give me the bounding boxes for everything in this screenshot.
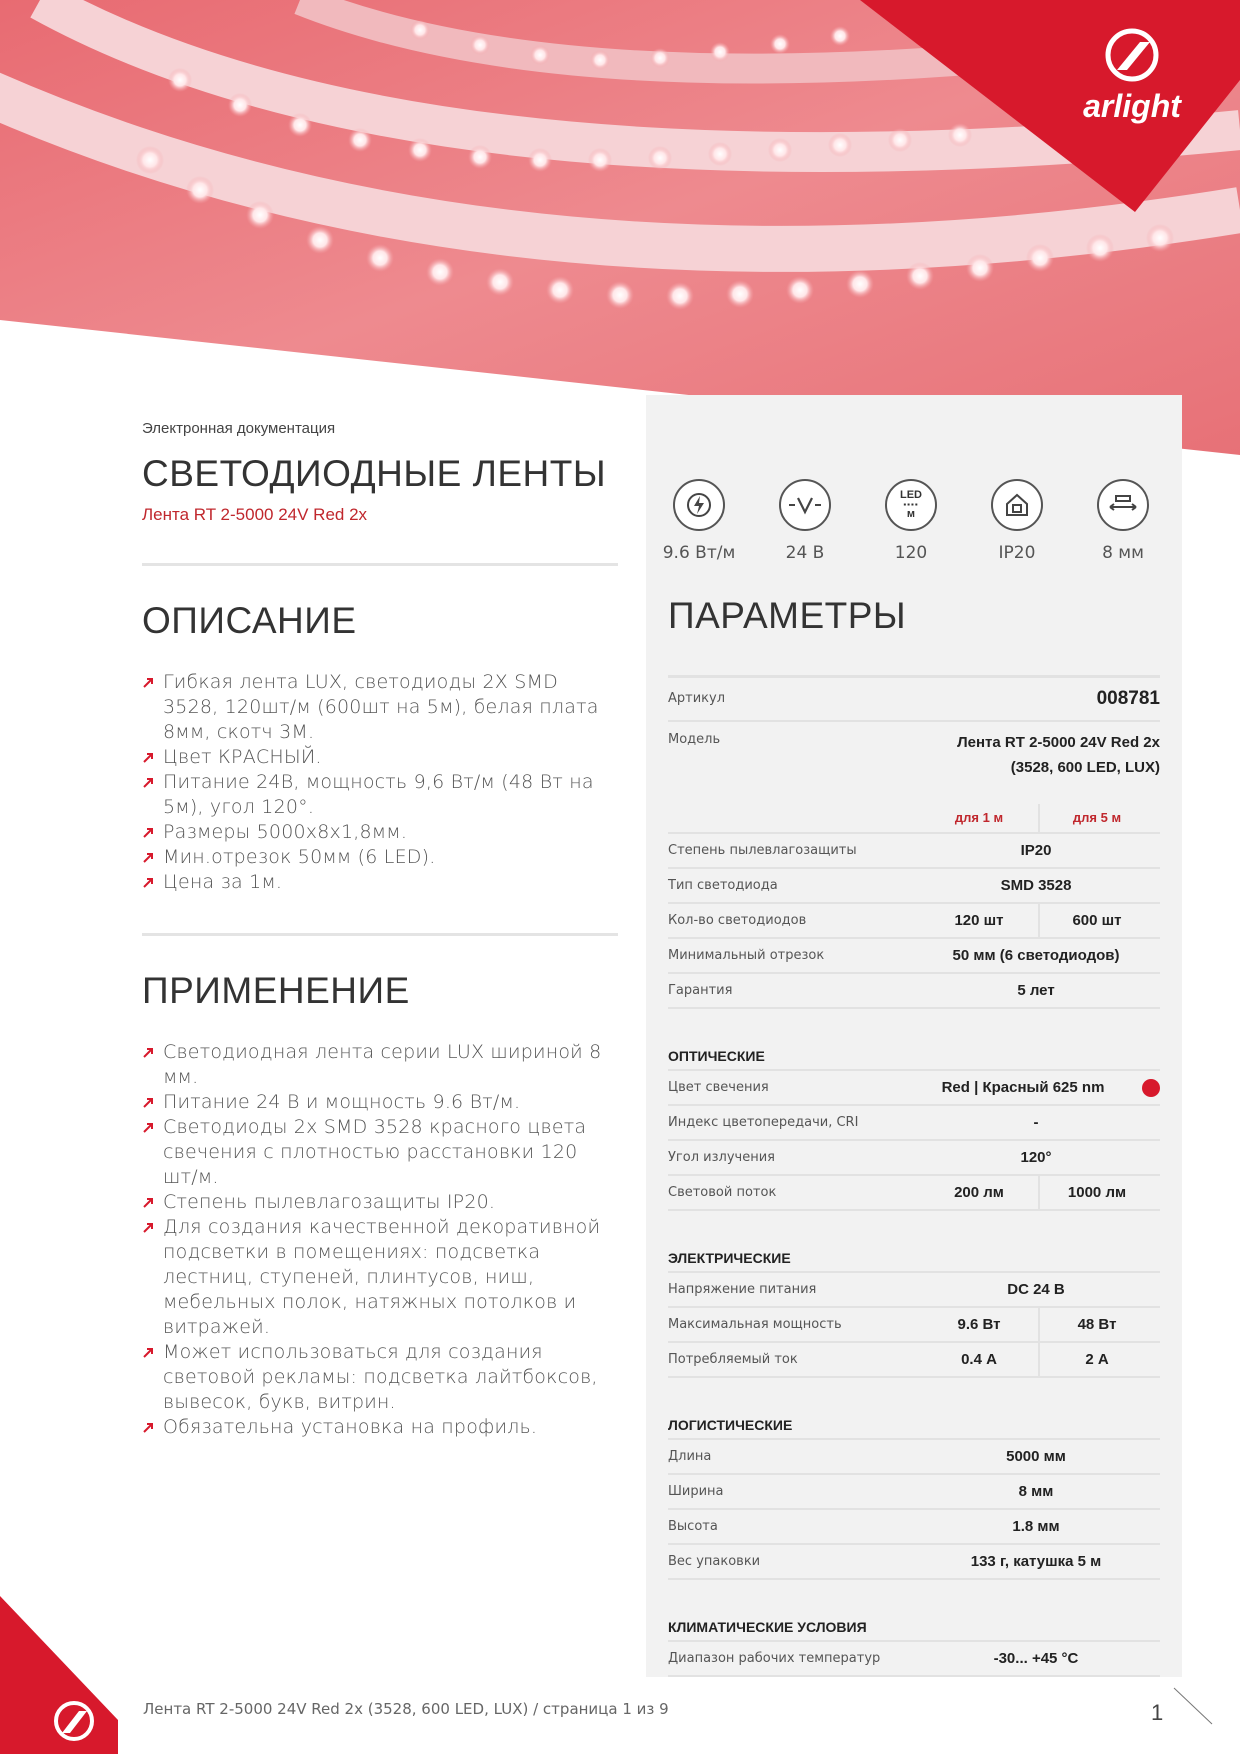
parameters-panel [646,395,1182,1677]
table-row [668,869,1160,904]
list-item-text: Питание 24В, мощность 9,6 Вт/м (48 Вт на 5м), угол 120°. [163,771,594,818]
description-title: ОПИСАНИЕ [142,600,357,641]
row-value: 120° [1020,1149,1052,1166]
model-line-1: Лента RT 2-5000 24V Red 2x [957,734,1160,751]
row-value: 5 лет [1017,982,1055,999]
hero-photo [0,0,1240,460]
model-line-2: (3528, 600 LED, LUX) [1010,759,1160,776]
list-item [142,1340,618,1415]
list-item [142,745,618,770]
row-value-5m: 48 Вт [1038,1308,1154,1341]
list-item-text: Для создания качественной декоративной подсветки в помещениях: подсветка лестниц, ступеней, плинтусов, ниш, мебельных полок, натяжных потолков и витражей. [163,1216,601,1338]
group-title-logistic: ЛОГИСТИЧЕСКИЕ [668,1417,793,1433]
spec-ip [964,479,1070,563]
table-row-columns [668,804,1160,834]
list-item-text: Размеры 5000x8x1,8мм. [163,821,408,843]
page-corner-mark [1172,1686,1214,1726]
table-row [668,1141,1160,1176]
group-general [668,834,1160,1009]
row-value-5m: 1000 лм [1038,1176,1154,1209]
list-item-text: Цена за 1м. [163,871,283,893]
table-row [668,1545,1160,1580]
table-row-article [668,678,1160,722]
group-title-electrical: ЭЛЕКТРИЧЕСКИЕ [668,1250,791,1266]
table-row [668,974,1160,1009]
table-row [668,1308,1160,1343]
list-item [142,820,618,845]
table-row [668,904,1160,939]
row-label: Минимальный отрезок [668,948,825,963]
row-label: Индекс цветопередачи, CRI [668,1115,859,1130]
icon-label: 24 В [785,543,825,563]
bullet-arrow-icon [142,1421,154,1433]
list-item [142,1115,618,1190]
row-value: DC 24 В [1007,1281,1065,1298]
row-label: Артикул [668,691,726,706]
bullet-arrow-icon [142,1346,154,1358]
footer-logo-corner [0,1596,118,1754]
row-label: Высота [668,1519,718,1534]
bullet-arrow-icon [142,1121,154,1133]
bullet-arrow-icon [142,751,154,763]
table-row [668,1642,1160,1677]
bullet-arrow-icon [142,876,154,888]
row-label: Гарантия [668,983,733,998]
list-item-text: Питание 24 В и мощность 9.6 Вт/м. [163,1091,521,1113]
row-value: SMD 3528 [1000,877,1072,894]
row-label: Модель [668,732,721,747]
list-item [142,670,618,745]
row-label: Степень пылевлагозащиты [668,843,857,858]
group-title-climate: КЛИМАТИЧЕСКИЕ УСЛОВИЯ [668,1619,867,1635]
col-header-5m: для 5 м [1038,804,1154,832]
led-strip-illustration [0,0,1240,460]
col-header-1m: для 1 м [954,810,1004,825]
list-item [142,1190,618,1215]
spec-voltage [752,479,858,563]
row-label: Тип светодиода [668,878,778,893]
table-row [668,1106,1160,1141]
bullet-arrow-icon [142,776,154,788]
row-label: Диапазон рабочих температур [668,1651,881,1666]
row-label: Световой поток [668,1185,777,1200]
table-row [668,1440,1160,1475]
group-logistic [668,1438,1160,1580]
row-value-1m: 9.6 Вт [957,1316,1001,1333]
row-value: Red | Красный 625 nm [941,1079,1105,1096]
spec-icons [646,395,1182,575]
page-title: СВЕТОДИОДНЫЕ ЛЕНТЫ [142,453,607,494]
list-item-text: Светодиодная лента серии LUX шириной 8 мм. [163,1041,602,1088]
led-dots: ▪▪▪▪ [903,500,919,509]
row-value-1m: 0.4 А [961,1351,997,1368]
row-value: 8 мм [1018,1483,1054,1500]
row-value: IP20 [1020,842,1052,859]
table-row-model [668,722,1160,804]
table-row [668,1071,1160,1106]
icon-label: IP20 [998,543,1036,563]
list-item [142,1215,618,1340]
row-value: 1.8 мм [1012,1518,1060,1535]
application-title: ПРИМЕНЕНИЕ [142,970,410,1011]
table-row [668,1273,1160,1308]
bullet-arrow-icon [142,1046,154,1058]
table-row [668,834,1160,869]
row-label: Потребляемый ток [668,1352,798,1367]
bullet-arrow-icon [142,851,154,863]
bullet-arrow-icon [142,1221,154,1233]
row-value: 50 мм (6 светодиодов) [952,947,1120,964]
spec-led-density [858,479,964,563]
group-climate [668,1640,1160,1677]
group-electrical [668,1271,1160,1378]
icon-label: 9.6 Вт/м [662,543,736,563]
list-item-text: Гибкая лента LUX, светодиоды 2X SMD 3528, 120шт/м (600шт на 5м), белая плата 8мм, скотч 3М. [163,671,599,743]
row-label: Ширина [668,1484,724,1499]
table-row [668,1475,1160,1510]
bullet-arrow-icon [142,1196,154,1208]
row-label: Цвет свечения [668,1080,769,1095]
spec-width [1070,479,1176,563]
ip-rating-icon [991,479,1043,531]
footer-text: Лента RT 2-5000 24V Red 2x (3528, 600 LED, LUX) / страница 1 из 9 [143,1700,669,1718]
list-item [142,1040,618,1090]
list-item [142,770,618,820]
led-glyph-top: LED [900,489,922,501]
list-item-text: Степень пылевлагозащиты IP20. [163,1191,496,1213]
list-item-text: Цвет КРАСНЫЙ. [163,746,322,768]
bullet-arrow-icon [142,676,154,688]
led-density-icon [885,479,937,531]
row-label: Вес упаковки [668,1554,761,1569]
table-row [668,1510,1160,1545]
row-value-1m: 200 лм [954,1184,1004,1201]
row-label: Напряжение питания [668,1282,817,1297]
group-title-optical: ОПТИЧЕСКИЕ [668,1048,765,1064]
row-label: Угол излучения [668,1150,775,1165]
list-item [142,1090,618,1115]
product-subtitle: Лента RT 2-5000 24V Red 2x [142,505,368,524]
spec-power [646,479,752,563]
parameters-table [668,675,1160,1677]
row-value: -30... +45 °С [993,1650,1079,1667]
voltage-icon [779,479,831,531]
row-label: Кол-во светодиодов [668,913,807,928]
application-list [142,1040,618,1440]
bullet-arrow-icon [142,1096,154,1108]
icon-label: 120 [894,543,928,563]
group-optical [668,1069,1160,1211]
list-item-text: Обязательна установка на профиль. [163,1416,538,1438]
width-icon [1097,479,1149,531]
list-item [142,1415,618,1440]
table-row [668,1176,1160,1211]
article-number: 008781 [1096,688,1160,709]
list-item-text: Мин.отрезок 50мм (6 LED). [163,846,436,868]
row-value: 5000 мм [1006,1448,1066,1465]
description-list [142,670,618,895]
row-value-1m: 120 шт [954,912,1004,929]
row-value-5m: 600 шт [1038,904,1154,937]
brand-logo: arlight [1083,88,1181,124]
icon-label: 8 мм [1102,543,1144,563]
power-icon [673,479,725,531]
divider [142,563,618,566]
color-swatch [1142,1079,1160,1097]
table-row [668,1343,1160,1378]
row-value: 133 г, катушка 5 м [970,1553,1102,1570]
led-glyph-bottom: м [906,508,916,520]
row-value-5m: 2 А [1038,1343,1154,1376]
doc-type: Электронная документация [142,420,336,437]
list-item [142,870,618,895]
row-label: Максимальная мощность [668,1317,842,1332]
list-item [142,845,618,870]
row-value: - [1033,1114,1039,1131]
row-label: Длина [668,1449,712,1464]
table-row [668,939,1160,974]
parameters-title: ПАРАМЕТРЫ [668,595,907,636]
divider [142,933,618,936]
page-number: 1 [1151,1700,1164,1725]
left-column [142,420,618,1440]
list-item-text: Может использоваться для создания световой рекламы: подсветка лайтбоксов, вывесок, букв, витрин. [163,1341,598,1413]
bullet-arrow-icon [142,826,154,838]
list-item-text: Светодиоды 2x SMD 3528 красного цвета свечения с плотностью расстановки 120 шт/м. [163,1116,587,1188]
